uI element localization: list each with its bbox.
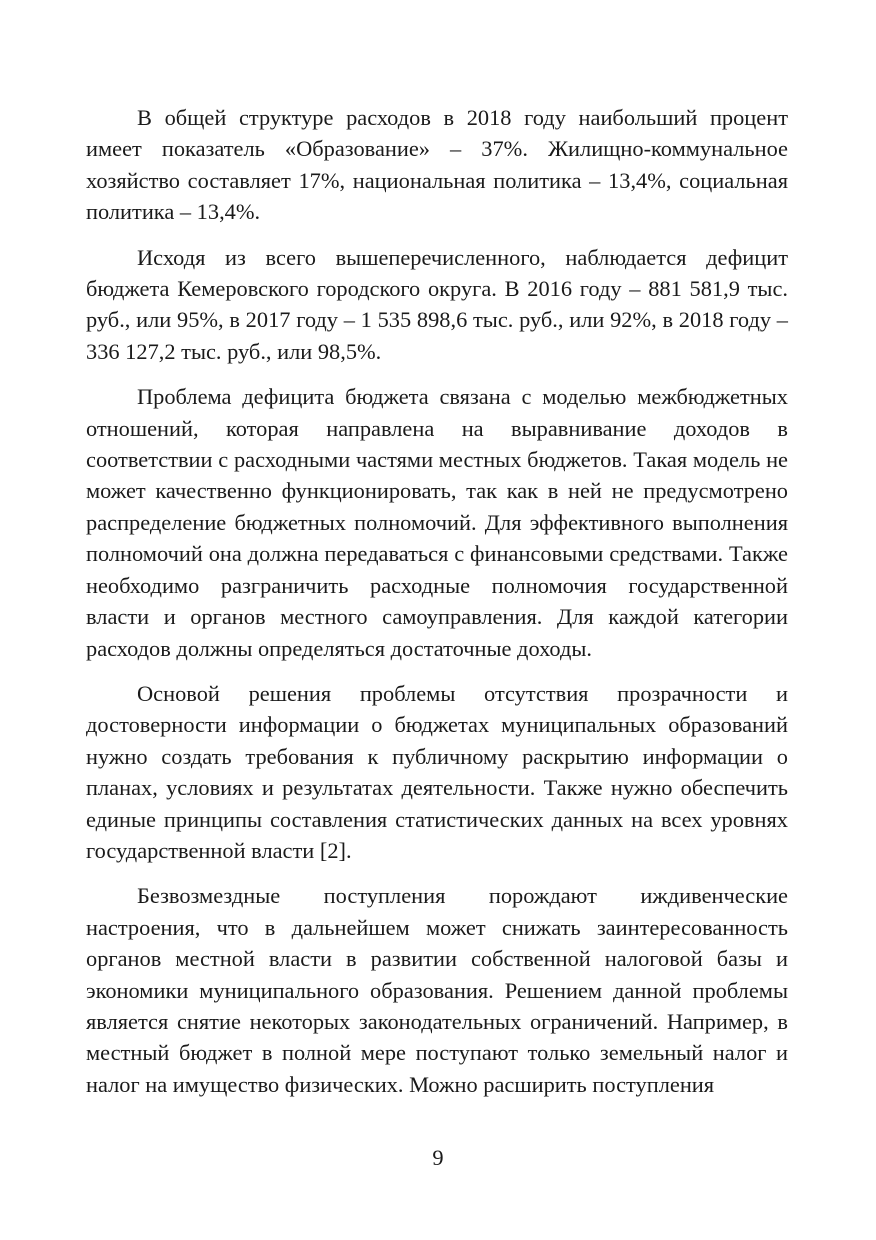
paragraph-budget-deficit: Исходя из всего вышеперечисленного, наблюдается дефицит бюджета Кемеровского городского округа. В 2016 году – 881 581,9 тыс. руб., или 95%, в 2017 году – 1 535 898,6 тыс. руб., или 92%, в 2018 году – 336 127,2 тыс. руб., или 98,5%. [86, 244, 788, 364]
page-number: 9 [432, 1145, 444, 1170]
body-text [86, 102, 788, 1114]
paragraph-interbudget-relations: Проблема дефицита бюджета связана с моделью межбюджетных отношений, которая направлена на выравнивание доходов в соответствии с расходными частями местных бюджетов. Такая модель не может качественно функционировать, так как в ней не предусмотрено распределение бюджетных полномочий. Для эффективного выполнения полномочий она должна передаваться с финансовыми средствами. Также необходимо разграничить расходные полномочия государственной власти и органов местного самоуправления. Для каждой категории расходов должны определяться достаточные доходы. [86, 384, 788, 661]
paragraph-expense-structure: В общей структуре расходов в 2018 году наибольший процент имеет показатель «Образование» – 37%. Жилищно-коммунальное хозяйство составляет 17%, национальная политика – 13,4%, социальная политика – 13,4%. [86, 105, 788, 225]
paragraph-gratuitous-receipts: Безвозмездные поступления порождают иждивенческие настроения, что в дальнейшем может снижать заинтересованность органов местной власти в развитии собственной налоговой базы и экономики муниципального образования. Решением данной проблемы является снятие некоторых законодательных ограничений. Например, в местный бюджет в полной мере поступают только земельный налог и налог на имущество физических. Можно расширить поступления [86, 883, 788, 1097]
paragraph-transparency: Основой решения проблемы отсутствия прозрачности и достоверности информации о бюджетах муниципальных образований нужно создать требования к публичному раскрытию информации о планах, условиях и результатах деятельности. Также нужно обеспечить единые принципы составления статистических данных на всех уровнях государственной власти [2]. [86, 680, 788, 863]
